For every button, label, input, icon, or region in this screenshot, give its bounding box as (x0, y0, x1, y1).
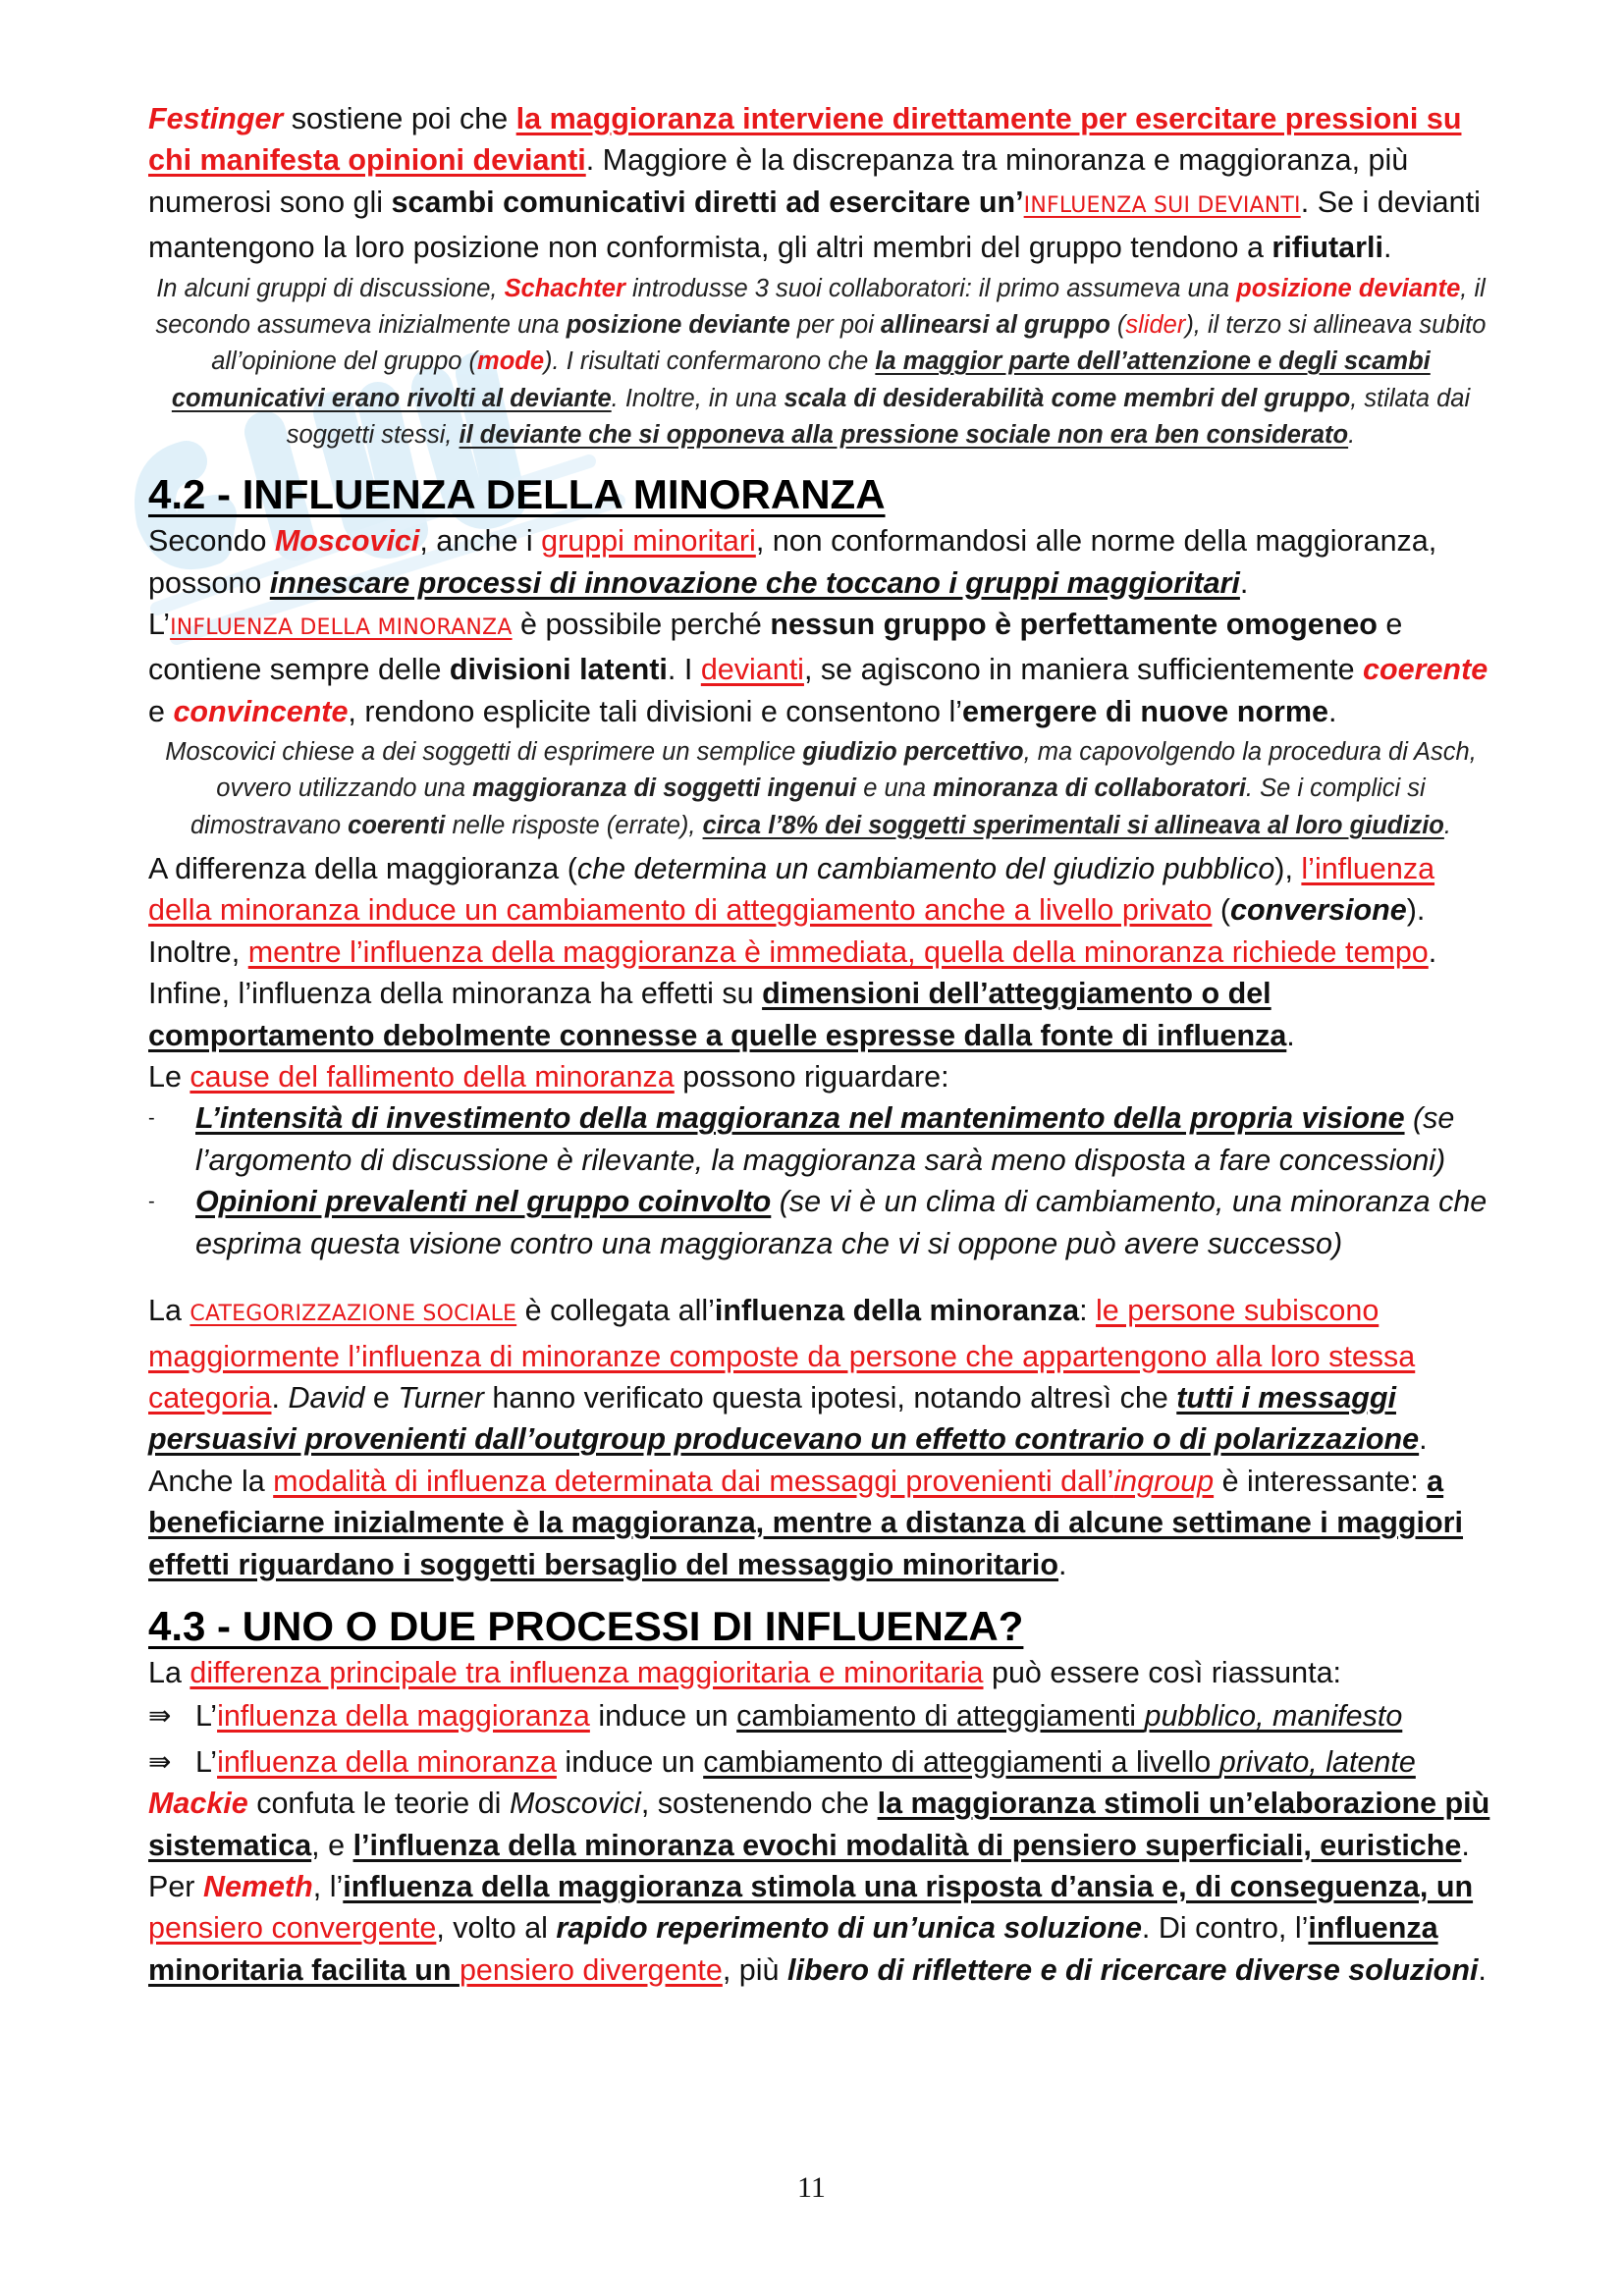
list-item-text: Opinioni prevalenti nel gruppo coinvolto (se vi è un clima di cambiamento, una minoranza che esprima questa visione contro una maggioranza che vi si oppone può avere successo) (195, 1185, 1488, 1260)
paragraph-moscovici: Secondo Moscovici, anche i gruppi minoritari, non conformandosi alle norme della maggioranza, possono innescare processi di innovazione che toccano i gruppi maggioritari. (148, 524, 1437, 600)
paragraph-influenza-minoranza: L’INFLUENZA DELLA MINORANZA è possibile perché nessun gruppo è perfettamente omogeneo e contiene sempre delle divisioni latenti. I devianti, se agiscono in maniera sufficientemente coerente e convincente, rendono esplicite tali divisioni e consentono l’emergere di nuove norme. (148, 607, 1488, 728)
note-moscovici: Moscovici chiese a dei soggetti di esprimere un semplice giudizio percettivo, ma capovolgendo la procedura di Asch, ovvero utilizzando una maggioranza di soggetti ingenui e una minoranza di collaboratori. Se i complici si dimostravano coerenti nelle risposte (errate), circa l’8% dei soggetti sperimentali si allineava al loro giudizio. (165, 738, 1477, 839)
paragraph-categorizzazione: La CATEGORIZZAZIONE SOCIALE è collegata all’influenza della minoranza: le persone subiscono maggiormente l’influenza di minoranze composte da persone che appartengono alla loro stessa categoria. David e Turner hanno verificato questa ipotesi, notando altresì che tutti i messaggi persuasivi provenienti dall’outgroup producevano un effetto contrario o di polarizzazione. (148, 1294, 1428, 1457)
list-item (148, 1097, 1493, 1181)
paragraph-festinger: Festinger sostiene poi che la maggioranza interviene direttamente per esercitare pressioni su chi manifesta opinioni devianti. Maggiore è la discrepanza tra minoranza e maggioranza, più numerosi sono gli scambi comunicativi diretti ad esercitare un’INFLUENZA SUI DEVIANTI. Se i devianti mantengono la loro posizione non conformista, gli altri membri del gruppo tendono a rifiutarli. (148, 102, 1481, 265)
paragraph-differenza-principale: La differenza principale tra influenza maggioritaria e minoritaria può essere così riassunta: (148, 1655, 1342, 1689)
document-body (148, 98, 1493, 1991)
arrow-right-icon: ⇛ (148, 1744, 172, 1778)
paragraph-mackie: Mackie confuta le teorie di Moscovici, sostenendo che la maggioranza stimoli un’elaborazione più sistematica, e l’influenza della minoranza evochi modalità di pensiero superficiali, euristiche. (148, 1787, 1490, 1862)
list-item-text: L’intensità di investimento della maggioranza nel mantenimento della propria visione (se l’argomento di discussione è rilevante, la maggioranza sarà meno disposta a fare concessioni) (195, 1101, 1455, 1177)
paragraph-ingroup: Anche la modalità di influenza determinata dai messaggi provenienti dall’ingroup è interessante: a beneficiarne inizialmente è la maggioranza, mentre a distanza di alcune settimane i maggiori effetti riguardano i soggetti bersaglio del messaggio minoritario. (148, 1464, 1464, 1581)
list-bullet: - (148, 1107, 155, 1130)
arrow-right-icon: ⇛ (148, 1699, 172, 1733)
heading-4-2: 4.2 - INFLUENZA DELLA MINORANZA (148, 471, 886, 518)
list-item (148, 1181, 1493, 1264)
heading-4-3: 4.3 - UNO O DUE PROCESSI DI INFLUENZA? (148, 1602, 1024, 1649)
paragraph-nemeth: Per Nemeth, l’influenza della maggioranza stimola una risposta d’ansia e, di conseguenza, un pensiero convergente, volto al rapido reperimento di un’unica soluzione. Di contro, l’influenza minoritaria facilita un pensiero divergente, più libero di riflettere e di ricercare diverse soluzioni. (148, 1869, 1487, 1987)
list-item-text: L’influenza della maggioranza induce un cambiamento di atteggiamenti pubblico, manifesto (195, 1699, 1403, 1734)
list-bullet: - (148, 1191, 155, 1213)
paragraph-infine: Infine, l’influenza della minoranza ha effetti su dimensioni dell’atteggiamento o del comportamento debolmente connesse a quelle espresse dalla fonte di influenza. (148, 977, 1295, 1052)
paragraph-cause: Le cause del fallimento della minoranza possono riguardare: (148, 1060, 949, 1095)
page-number: 11 (797, 2171, 826, 2204)
note-schachter: In alcuni gruppi di discussione, Schachter introdusse 3 suoi collaboratori: il primo assumeva una posizione deviante, il secondo assumeva inizialmente una posizione deviante per poi allinearsi al gruppo (slider), il terzo si allineava subito all’opinione del gruppo (mode). I risultati confermarono che la maggior parte dell’attenzione e degli scambi comunicativi erano rivolti al deviante. Inoltre, in una scala di desiderabilità come membri del gruppo, stilata dai soggetti stessi, il deviante che si opponeva alla pressione sociale non era ben considerato. (155, 274, 1487, 449)
list-item (148, 1741, 1493, 1783)
list-item-text: L’influenza della minoranza induce un cambiamento di atteggiamenti a livello privato, latente (195, 1744, 1416, 1779)
list-item (148, 1695, 1493, 1736)
paragraph-differenza: A differenza della maggioranza (che determina un cambiamento del giudizio pubblico), l’influenza della minoranza induce un cambiamento di atteggiamento anche a livello privato (conversione). Inoltre, mentre l’influenza della maggioranza è immediata, quella della minoranza richiede tempo. (148, 852, 1437, 969)
